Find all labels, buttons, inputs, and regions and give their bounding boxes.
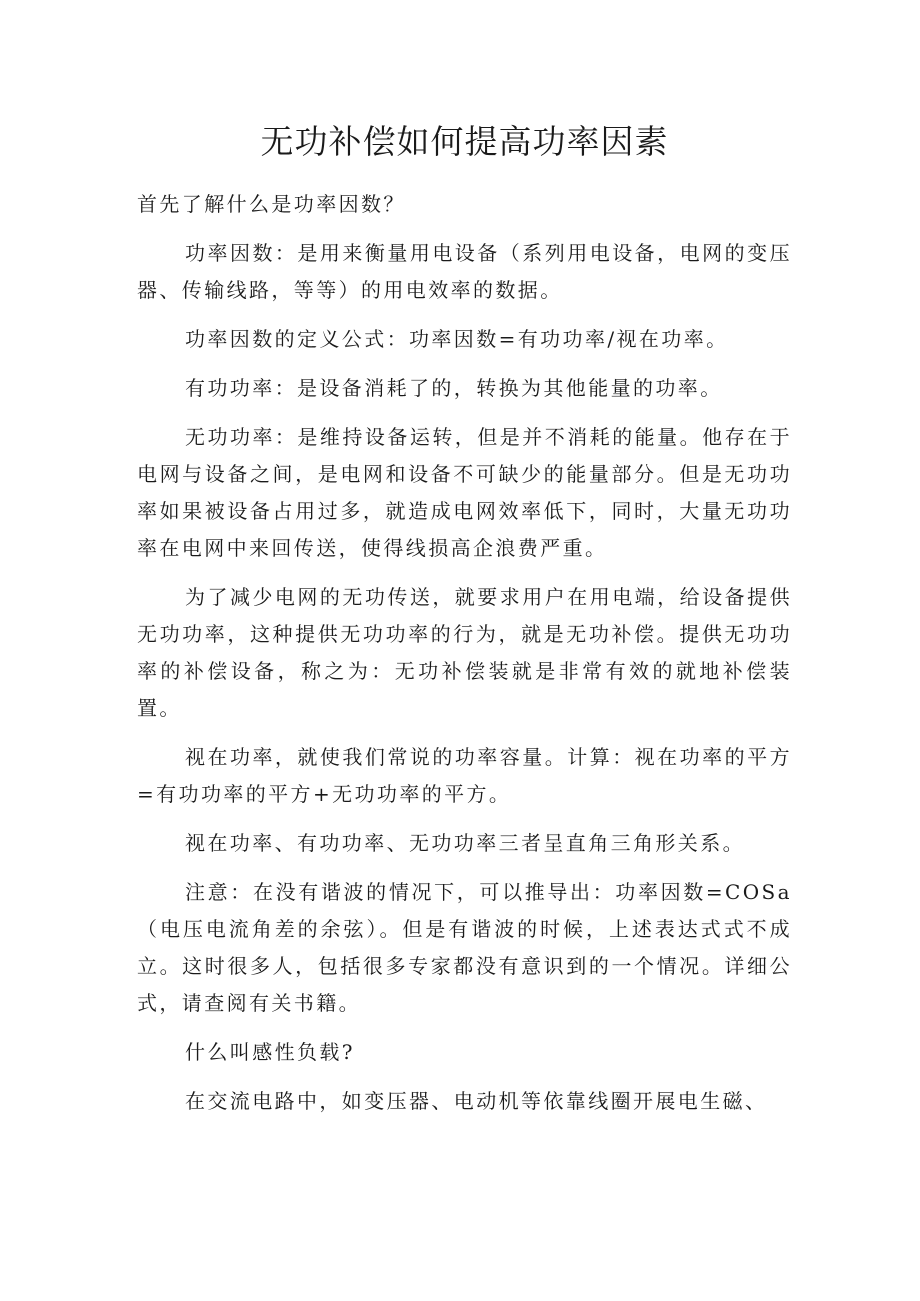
paragraph-reactive-power: 无功功率：是维持设备运转，但是并不消耗的能量。他存在于电网与设备之间，是电网和设备不可缺少的能量部分。但是无功功率如果被设备占用过多，就造成电网效率低下，同时，大量无功功率在电网中来回传送，使得线损高企浪费严重。 [137,425,792,560]
paragraph-power-triangle: 视在功率、有功功率、无功功率三者呈直角三角形关系。 [185,831,745,855]
document-body [137,186,792,1120]
paragraph-reactive-compensation: 为了减少电网的无功传送，就要求用户在用电端，给设备提供无功功率，这种提供无功功率的行为，就是无功补偿。提供无功功率的补偿设备，称之为：无功补偿装就是非常有效的就地补偿装置。 [137,585,792,720]
page-title: 无功补偿如何提高功率因素 [260,122,669,161]
paragraph-apparent-power: 视在功率，就使我们常说的功率容量。计算：视在功率的平方=有功功率的平方+无功功率的平方。 [137,745,792,806]
paragraph-harmonics-note: 注意：在没有谐波的情况下，可以推导出：功率因数=COSa（电压电流角差的余弦）。但是有谐波的时候，上述表达式式不成立。这时很多人，包括很多专家都没有意识到的一个情况。详细公式，请查阅有关书籍。 [137,880,792,1015]
paragraph-inductive-load-question: 什么叫感性负载? [185,1040,355,1064]
paragraph-power-factor-formula: 功率因数的定义公式：功率因数=有功功率/视在功率。 [185,327,729,351]
paragraph-inductive-load-explanation: 在交流电路中，如变压器、电动机等依靠线圈开展电生磁、 [185,1089,768,1113]
paragraph-intro-question: 首先了解什么是功率因数？ [137,192,406,216]
paragraph-active-power: 有功功率：是设备消耗了的，转换为其他能量的功率。 [185,376,723,400]
paragraph-power-factor-definition: 功率因数：是用来衡量用电设备（系列用电设备，电网的变压器、传输线路，等等）的用电效率的数据。 [137,241,792,302]
